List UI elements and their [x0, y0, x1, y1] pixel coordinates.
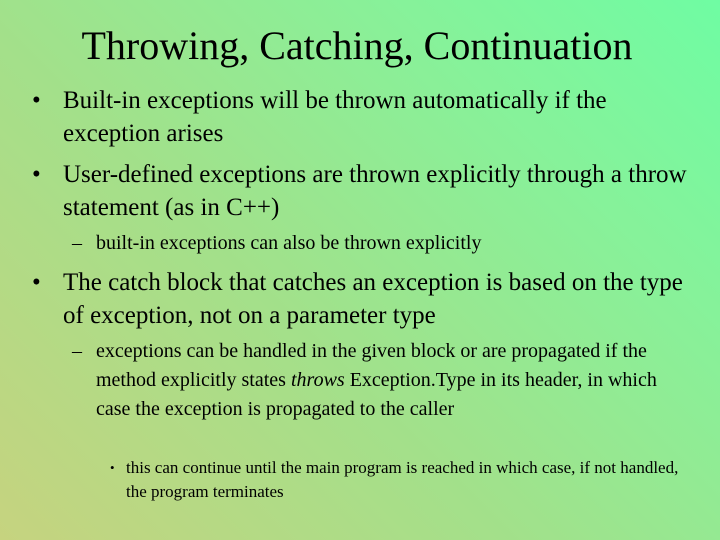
sub-bullet-text-part: Exception.Type in its header, in which case the exception is propagated to the caller — [96, 369, 657, 420]
bullet-icon: • — [32, 269, 41, 296]
sub-bullet-text: built-in exceptions can also be thrown explicitly — [96, 232, 482, 254]
dash-icon: – — [72, 232, 82, 254]
bullet-text: User-defined exceptions are thrown explicitly through a throw statement (as in C++) — [63, 161, 687, 221]
sub-bullet-text — [72, 337, 682, 424]
bullet-icon: • — [32, 161, 41, 188]
slide-title: Throwing, Catching, Continuation — [81, 23, 633, 68]
sub-sub-bullet-text: this can continue until the main program is reached in which case, if not handled, the program terminates — [126, 458, 679, 501]
bullet-icon: • — [110, 460, 115, 475]
bullet-icon: • — [32, 87, 41, 114]
bullet-item — [32, 266, 692, 332]
sub-bullet-item — [72, 229, 682, 258]
bullet-item — [32, 84, 692, 150]
dash-icon: – — [72, 340, 82, 362]
bullet-text: Built-in exceptions will be thrown automatically if the exception arises — [63, 87, 607, 147]
emphasized-keyword: throws — [290, 369, 345, 391]
bullet-item — [32, 158, 692, 224]
sub-bullet-item — [72, 337, 682, 424]
sub-bullet-text-part: exceptions can be handled in the given block or are propagated if the method explicitly states — [96, 340, 647, 391]
sub-sub-bullet-item — [110, 456, 690, 504]
bullet-text: The catch block that catches an exception is based on the type of exception, not on a parameter type — [63, 269, 683, 329]
